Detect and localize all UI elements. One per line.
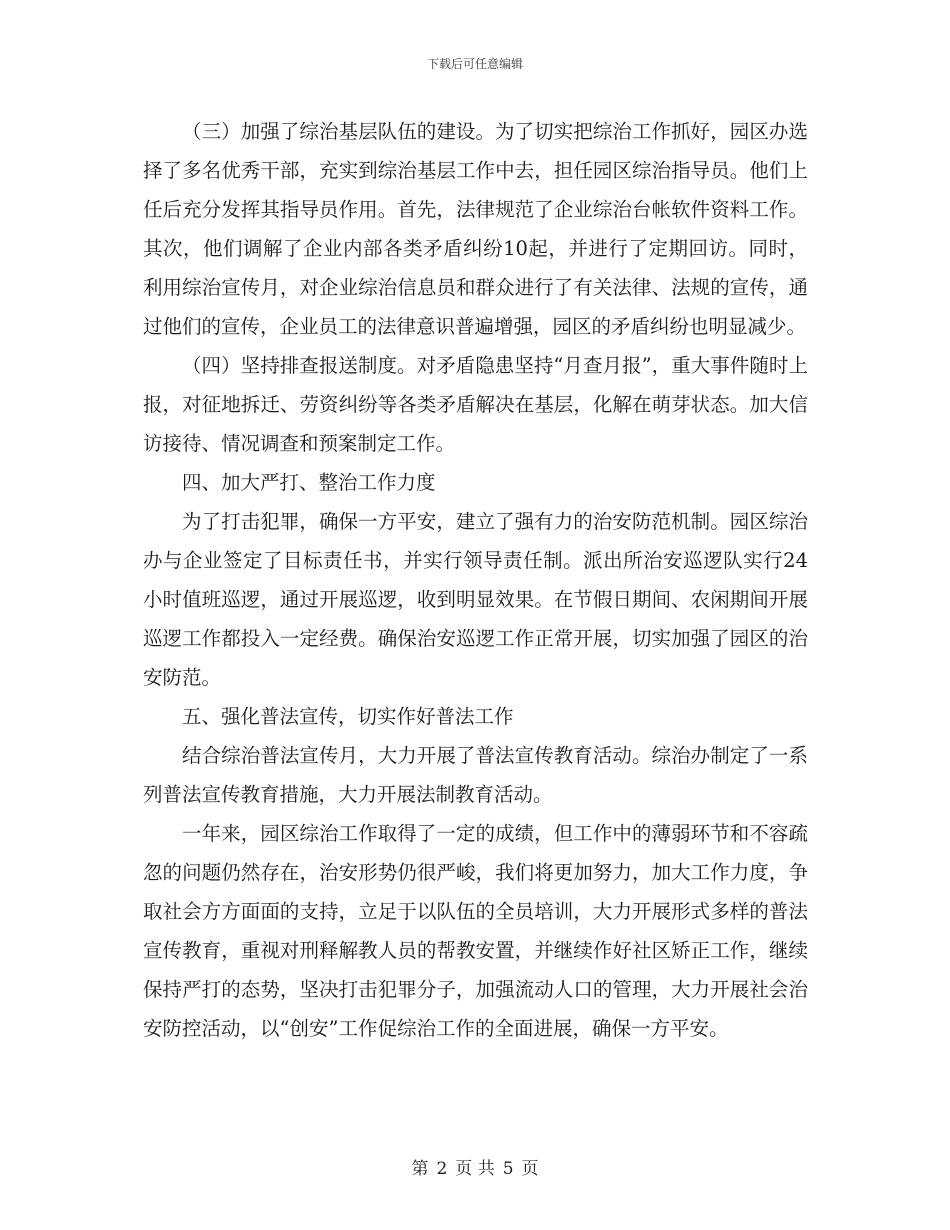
paragraph-summary: 一年来，园区综治工作取得了一定的成绩，但工作中的薄弱环节和不容疏忽的问题仍然存在，治安形势仍很严峻，我们将更加努力，加大工作力度，争取社会方方面面的支持，立足于以队伍的全员培训，大力开展形式多样的普法宣传教育，重视对刑释解教人员的帮教安置，并继续作好社区矫正工作，继续保持严打的态势，坚决打击犯罪分子，加强流动人口的管理，大力开展社会治安防控活动，以“创安”工作促综治工作的全面进展，确保一方平安。 — [143, 822, 808, 1040]
paragraph-crackdown: 为了打击犯罪，确保一方平安，建立了强有力的治安防范机制。园区综治办与企业签定了目标责任书，并实行领导责任制。派出所治安巡逻队实行24小时值班巡逻，通过开展巡逻，收到明显效果。在节假日期间、农闲期间开展巡逻工作都投入一定经费。确保治安巡逻工作正常开展，切实加强了园区的治安防范。 — [143, 510, 808, 689]
page-footer — [0, 1154, 950, 1179]
page-label-mid: 页 共 — [455, 1159, 495, 1179]
paragraph-3-team-building: （三）加强了综治基层队伍的建设。为了切实把综治工作抓好，园区办选择了多名优秀干部，充实到综治基层工作中去，担任园区综治指导员。他们上任后充分发挥其指导员作用。首先，法律规范了企业综治台帐软件资料工作。其次，他们调解了企业内部各类矛盾纠纷10起，并进行了定期回访。同时，利用综治宣传月，对企业综治信息员和群众进行了有关法律、法规的宣传，通过他们的宣传，企业员工的法律意识普遍增强，园区的矛盾纠纷也明显减少。 — [143, 120, 808, 338]
page-label-prefix: 第 — [411, 1159, 429, 1179]
page-header: 下载后可任意编辑 — [426, 57, 523, 71]
document-body — [143, 112, 808, 1048]
page-label-suffix: 页 — [521, 1159, 539, 1179]
page-total: 5 — [502, 1159, 514, 1179]
section-heading-crackdown: 四、加大严打、整治工作力度 — [182, 471, 436, 494]
paragraph-legal-education: 结合综治普法宣传月，大力开展了普法宣传教育活动。综治办制定了一系列普法宣传教育措施，大力开展法制教育活动。 — [143, 744, 808, 806]
page-current: 2 — [436, 1159, 448, 1179]
paragraph-4-screening-system: （四）坚持排查报送制度。对矛盾隐患坚持“月查月报”，重大事件随时上报，对征地拆迁、劳资纠纷等各类矛盾解决在基层，化解在萌芽状态。加大信访接待、情况调查和预案制定工作。 — [143, 354, 808, 455]
section-heading-legal-education: 五、强化普法宣传，切实作好普法工作 — [182, 705, 514, 728]
